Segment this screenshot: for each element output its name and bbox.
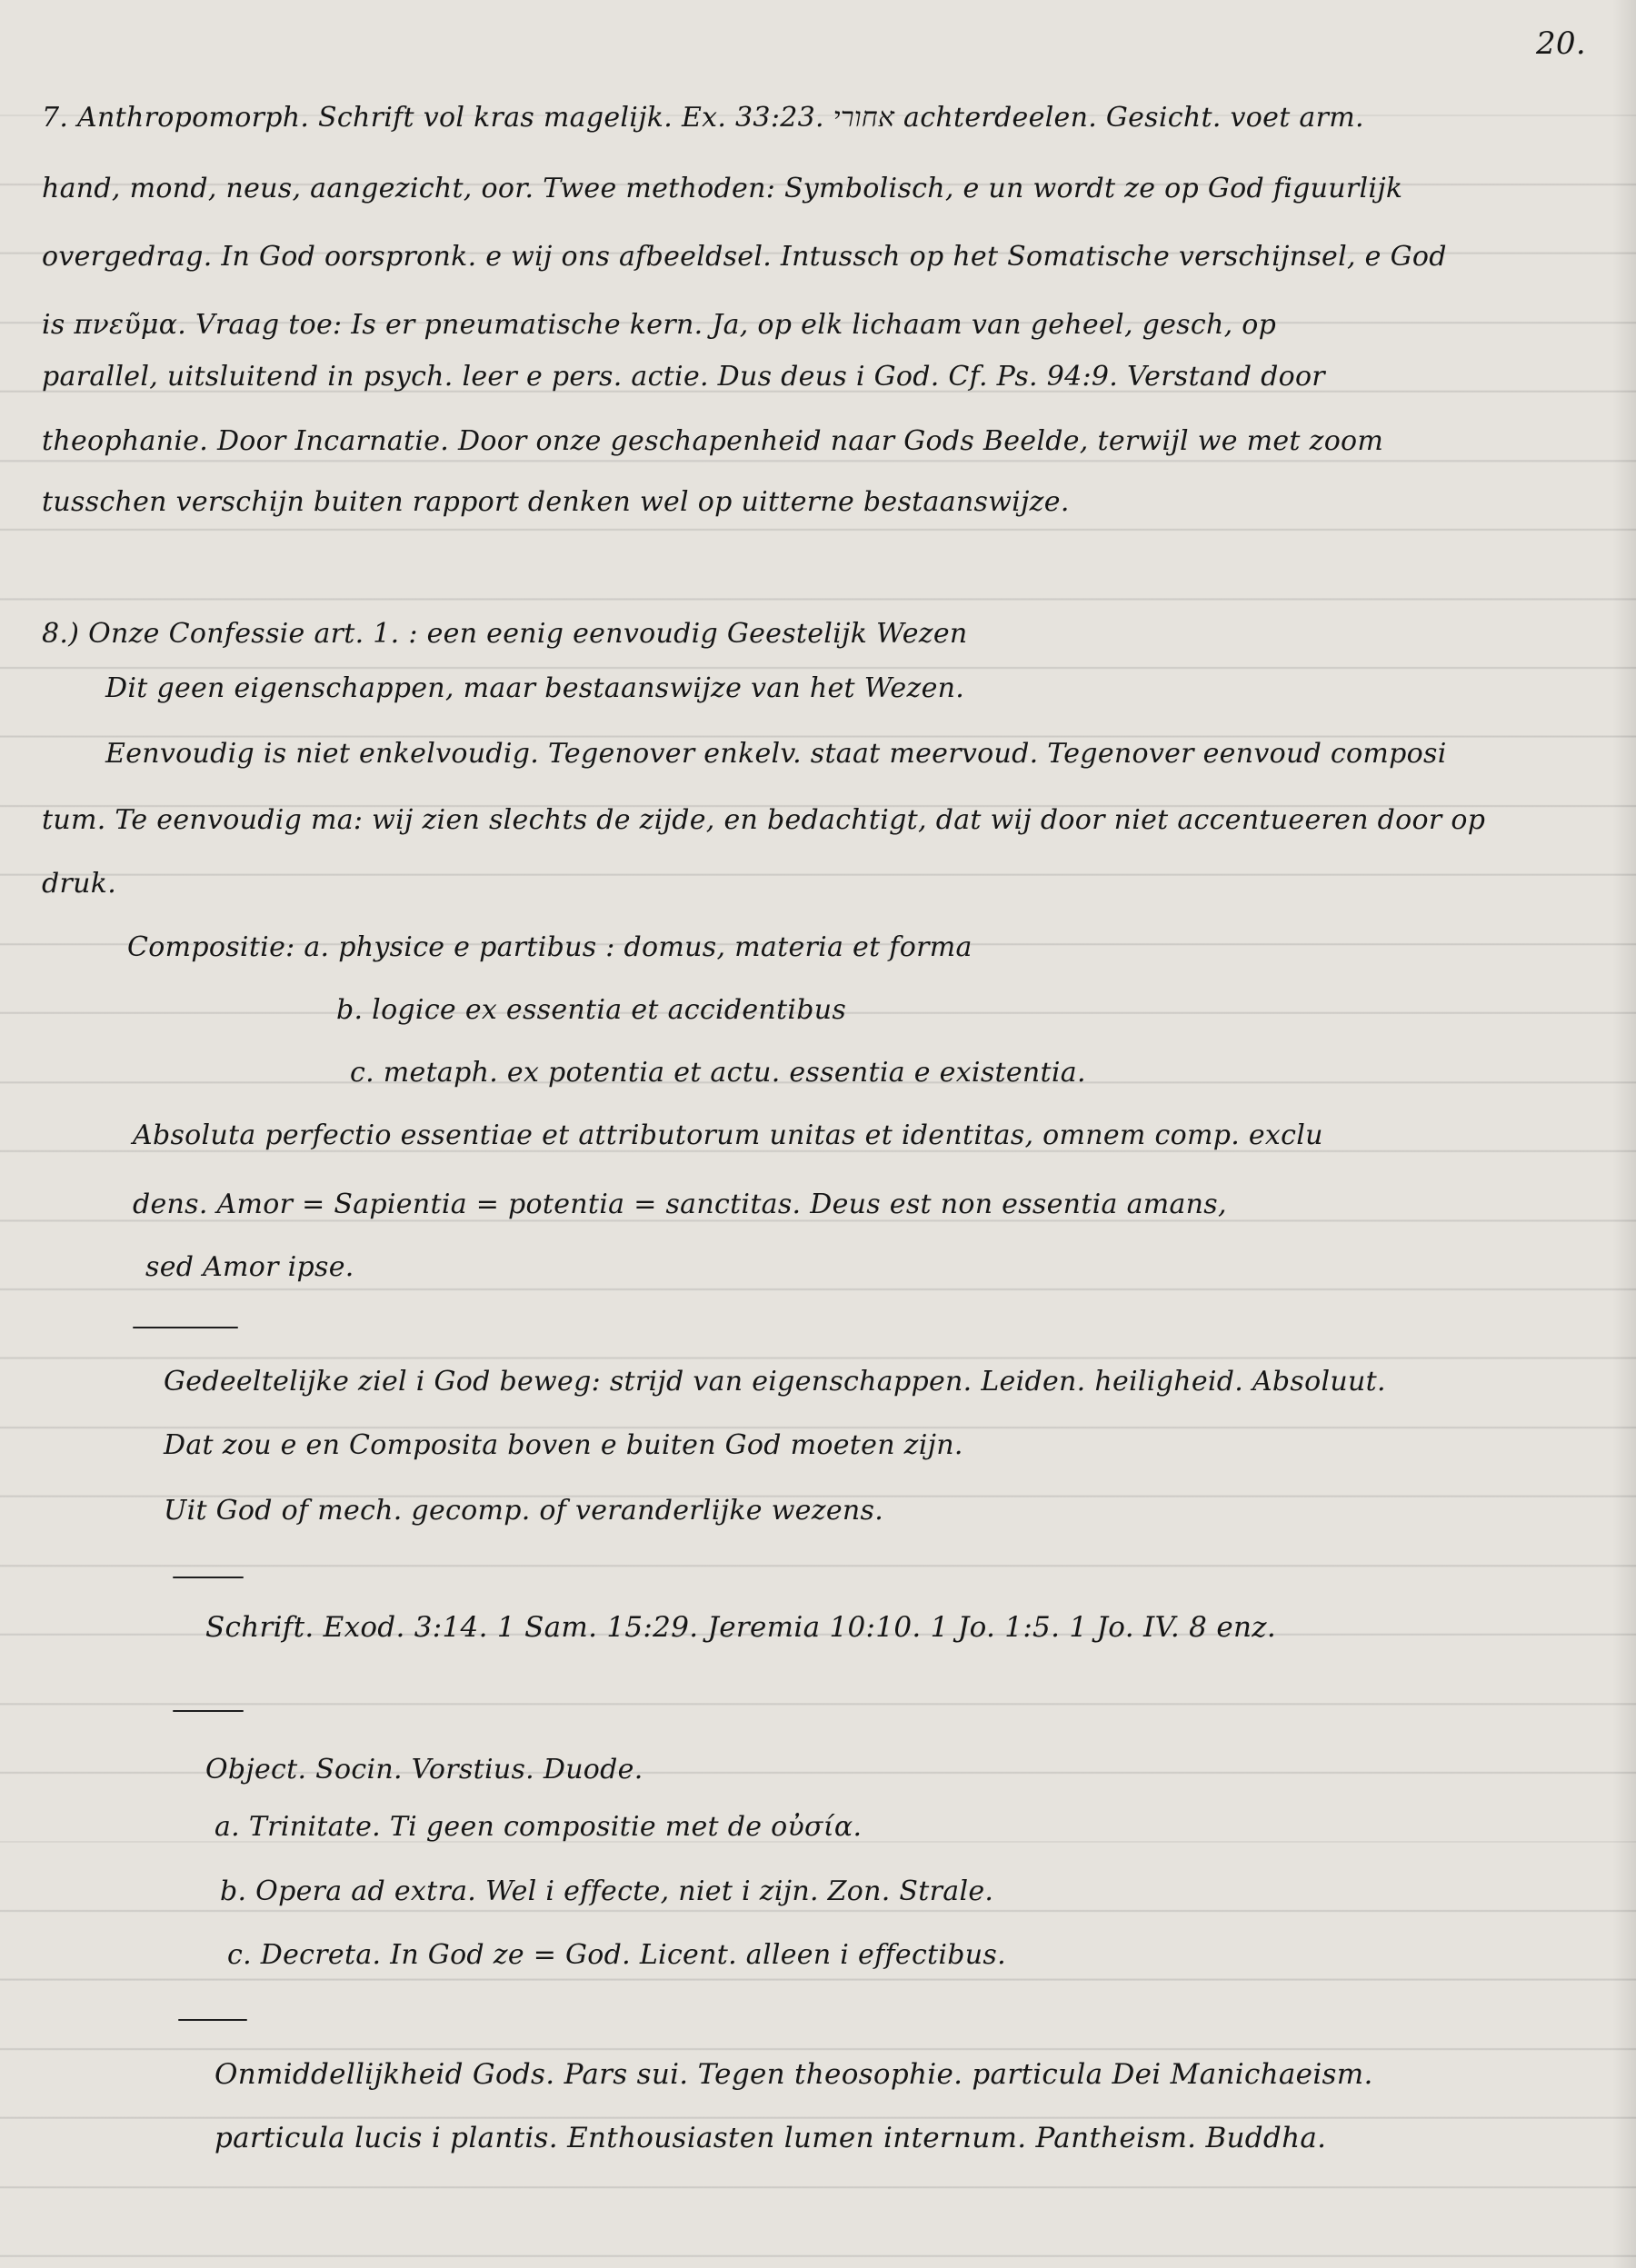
handwritten-line: dens. Amor = Sapientia = potentia = sanctitas. Deus est non essentia amans, [133,1189,1227,1220]
handwritten-line: Compositie: a. physice e partibus : domus, materia et forma [127,931,973,963]
handwritten-line: b. Opera ad extra. Wel i effecte, niet i zijn. Zon. Strale. [220,1875,994,1907]
handwritten-line: is πνεῦμα. Vraag toe: Is er pneumatische kern. Ja, op elk lichaam van geheel, gesch, op [42,309,1277,341]
handwritten-line: parallel, uitsluitend in psych. leer e pers. actie. Dus deus i God. Cf. Ps. 94:9. Verstand door [42,361,1325,393]
handwritten-line: Eenvoudig is niet enkelvoudig. Tegenover enkelv. staat meervoud. Tegenover eenvoud composi [105,738,1447,770]
handwritten-line: Object. Socin. Vorstius. Duode. [205,1754,643,1786]
handwritten-line: b. logice ex essentia et accidentibus [336,994,847,1026]
handwritten-line: overgedrag. In God oorspronk. e wij ons afbeeldsel. Intussch op het Somatische verschijnsel, e God [42,241,1447,273]
handwritten-line: sed Amor ipse. [145,1251,354,1283]
page-edge-shadow [1612,0,1636,2268]
handwritten-line: a. Trinitate. Ti geen compositie met de οὐσία. [214,1811,863,1843]
handwritten-line: 8.) Onze Confessie art. 1. : een eenig eenvoudig Geestelijk Wezen [42,618,968,650]
handwritten-line: Onmiddellijkheid Gods. Pars sui. Tegen theosophie. particula Dei Manichaeism. [214,2058,1373,2091]
page-number: 20. [1536,25,1586,62]
handwritten-line: c. Decreta. In God ze = God. Licent. alleen i effectibus. [227,1939,1006,1971]
handwritten-line: Dat zou e en Composita boven e buiten God moeten zijn. [164,1429,963,1461]
handwritten-line: Schrift. Exod. 3:14. 1 Sam. 15:29. Jeremia 10:10. 1 Jo. 1:5. 1 Jo. IV. 8 enz. [205,1611,1277,1644]
handwritten-line: Uit God of mech. gecomp. of veranderlijke wezens. [164,1495,884,1527]
handwritten-line: druk. [42,868,117,900]
section-divider [173,1710,244,1712]
handwritten-line: Absoluta perfectio essentiae et attributorum unitas et identitas, omnem comp. exclu [133,1119,1323,1151]
handwritten-line: theophanie. Door Incarnatie. Door onze geschapenheid naar Gods Beelde, terwijl we met zoom [42,425,1384,457]
handwritten-line: Dit geen eigenschappen, maar bestaanswijze van het Wezen. [105,672,965,704]
section-divider [178,2019,247,2021]
handwritten-line: 7. Anthropomorph. Schrift vol kras magelijk. Ex. 33:23. אחורי achterdeelen. Gesicht. voet arm. [42,102,1364,134]
handwritten-line: hand, mond, neus, aangezicht, oor. Twee methoden: Symbolisch, e un wordt ze op God figuurlijk [42,173,1403,204]
handwritten-line: tusschen verschijn buiten rapport denken wel op uitterne bestaanswijze. [42,486,1070,518]
handwritten-line: particula lucis i plantis. Enthousiasten lumen internum. Pantheism. Buddha. [214,2122,1327,2154]
handwritten-line: Gedeeltelijke ziel i God beweg: strijd van eigenschappen. Leiden. heiligheid. Absoluut. [164,1366,1386,1398]
section-divider [173,1577,244,1578]
handwritten-line: tum. Te eenvoudig ma: wij zien slechts de zijde, en bedachtigt, dat wij door niet accentueeren door op [42,804,1486,836]
section-divider [133,1327,238,1328]
handwritten-line: c. metaph. ex potentia et actu. essentia e existentia. [350,1057,1086,1089]
